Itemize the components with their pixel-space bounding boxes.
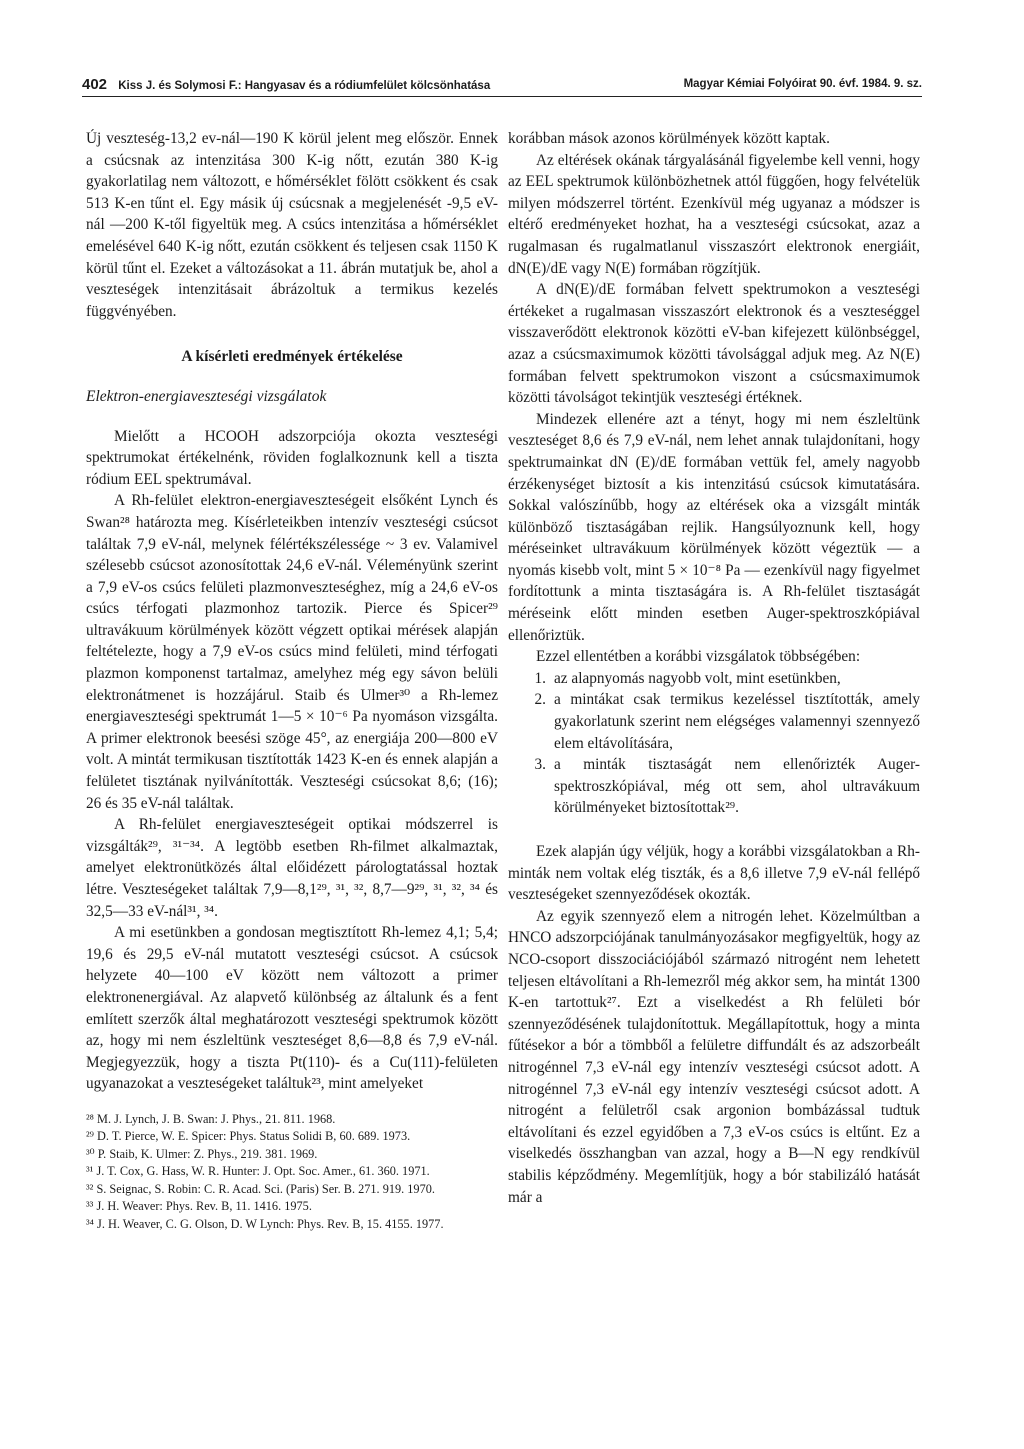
right-paragraph-5: Ezzel ellentétben a korábbi vizsgálatok többségében: [536,648,861,666]
right-running-head: Magyar Kémiai Folyóirat 90. évf. 1984. 9. sz. [683,78,922,90]
list-item [508,754,920,819]
footnote-28: ²⁸ M. J. Lynch, J. B. Swan: J. Phys., 21. 811. 1968. [86,1111,336,1126]
right-paragraph-1: korábban mások azonos körülmények között kaptak. [508,130,830,147]
right-column [508,128,920,1208]
right-paragraph-7: Az egyik szennyező elem a nitrogén lehet. Közelmúltban a HNCO adszorpciójának tanulmányozásakor megfigyeltük, hogy az NCO-csoport disszociációjából származó nitrogént nem lehetett teljesen eltávolítani a Rh-lemezről még akkor sem, ha mintát 1300 K-en tartottuk²⁷. Ezt a viselkedést a Rh felületi bór szennyeződésének tulajdonítottuk. Megállapítottuk, hogy a minta fűtésekor a bór a tömbből a felületre diffundált és az adszorbeált nitrogénnel 7,3 eV-nál egy intenzív veszteségi csúcsot adott. A nitrogénnel 7,3 eV-nál egy intenzív veszteségi csúcsot adott. A nitrogént a felületről csak argonion bombázással tudtuk eltávolítani és ezzel egyidőben a 7,3 eV-os csúcs is eltűnt. Ez a viselkedés összhangban van azzal, hogy a B—N egy rendkívül stabilis képződmény. Megemlítjük, hogy a bór stabilizáló hatását már a [508,907,920,1206]
left-running-head: Kiss J. és Solymosi F.: Hangyasav és a ródiumfelület kölcsönhatása [118,80,491,92]
list-text: a minták tisztaságát nem ellenőrizték Auger-spektroszkópiával, még ott sem, ahol ultravákuum körülményeket biztosítottak²⁹. [554,756,920,817]
list-number: 3. [534,756,546,774]
footnote-32: ³² S. Seignac, S. Robin: C. R. Acad. Sci. (Paris) Ser. B. 271. 919. 1970. [86,1181,435,1196]
running-header [82,66,922,94]
footnote-31: ³¹ J. T. Cox, G. Hass, W. R. Hunter: J. Opt. Soc. Amer., 61. 360. 1971. [86,1164,430,1179]
left-paragraph-2: A Rh-felület elektron-energiaveszteségeit elsőként Lynch és Swan²⁸ határozta meg. Kísérleteikben intenzív veszteségi csúcsot találtak 7,9 eV-nál, melynek félértékszélessége ~ 3 ev. Valamivel szélesebb csúcsot azonosítottak 24,6 eV-nál. Véleményünk szerint a 7,9 eV-os csúcs felületi plazmonveszteséghez, míg a 24,6 eV-os csúcs térfogati plazmonhoz tartozik. Pierce és Spicer²⁹ ultravákuum körülmények között végzett optikai mérések alapján feltételezte, hogy a 7,9 eV-os csúcs mind felületi, mind térfogati plazmon komponenst tartalmaz, amelyhez még egy sávon belüli elektronátmenet is hozzájárul. Staib és Ulmer³⁰ a Rh-lemez energiaveszteségi spektrumát 1—5 × 10⁻⁶ Pa nyomáson vizsgálta. A primer elektronok beesési szöge 45°, az energiája 200—800 eV volt. A mintát termikusan tisztították 1423 K-en és ennek alapján a felületet tisztának nyilvánították. Veszteségi csúcsokat 8,6; (16); 26 és 35 eV-nál találtak. [86,492,498,812]
header-left [82,76,490,93]
footnote-29: ²⁹ D. T. Pierce, W. E. Spicer: Phys. Status Solidi B, 60. 689. 1973. [86,1129,411,1144]
intro-paragraph: Új veszteség-13,2 ev-nál—190 K körül jelent meg először. Ennek a csúcsnak az intenzitása 300 K-ig nőtt, ezután 380 K-ig gyakorlatilag nem változott, e hőmérséklet fölött csökkent és csak 513 K-en tűnt el. Egy másik új csúcsnak a megjelenését -9,5 eV-nál —200 K-től figyeltük meg. A csúcs intenzitása a hőmérséklet emelésével 640 K-ig nőtt, ezután csökkent és teljesen csak 1150 K körül tűnt el. Ezeket a változásokat a 11. ábrán mutatjuk be, ahol a veszteségek intenzitásait ábrázoltuk a termikus kezelés függvényében. [86,130,498,320]
spacer [508,819,920,841]
section-title: A kísérleti eredmények értékelése [181,348,403,366]
footnote-33: ³³ J. H. Weaver: Phys. Rev. B, 11. 1416. 1975. [86,1199,312,1214]
subsection-title: Elektron-energiaveszteségi vizsgálatok [86,387,327,405]
list-number: 2. [534,691,546,709]
numbered-list [508,668,920,819]
footnote-30: ³⁰ P. Staib, K. Ulmer: Z. Phys., 219. 381. 1969. [86,1146,318,1161]
footnote-34: ³⁴ J. H. Weaver, C. G. Olson, D. W Lynch: Phys. Rev. B, 15. 4155. 1977. [86,1216,444,1231]
list-item [508,689,920,754]
left-paragraph-3: A Rh-felület energiaveszteségeit optikai módszerrel is vizsgálták²⁹, ³¹⁻³⁴. A legtöbb esetben Rh-filmet alkalmaztak, amelyet elektronütközés által előidézett párologtatással hoztak létre. Veszteségeket találtak 7,9—8,1²⁹, ³¹, ³², 8,7—9²⁹, ³¹, ³², ³⁴ és 32,5—33 eV-nál³¹, ³⁴. [86,816,498,920]
left-paragraph-4: A mi esetünkben a gondosan megtisztított Rh-lemez 4,1; 5,4; 19,6 és 29,5 eV-nál mutatott veszteségi csúcsot. A csúcsok helyzete 40—100 eV között nem változott a primer elektronenergiával. Az alapvető különbség az általunk és a fent említett szerzők által meghatározott veszteségi spektrumok között az, hogy mi nem észleltünk veszteséget 8,6—8,8 és 7,9 eV-nál. Megjegyezzük, hogy a tiszta Pt(110)- és a Cu(111)-felületen ugyanazokat a veszteségeket találtuk²³, mint amelyeket [86,924,498,1093]
list-text: az alapnyomás nagyobb volt, mint esetünkben, [554,669,841,687]
list-item [508,668,920,690]
right-paragraph-3: A dN(E)/dE formában felvett spektrumokon a veszteségi értékeket a rugalmasan visszaszórt elektronok és a veszteséggel visszaverődött elektronok közötti eV-ban kifejezett különbséggel, azaz a csúcsmaximumok közötti távolsággal adjuk meg. Az N(E) formában felvett spektrumokon viszont a csúcsmaximumok közötti távolságot tekintjük veszteségi értéknek. [508,281,920,407]
list-number: 1. [534,669,546,687]
page-number: 402 [82,76,108,93]
left-paragraph-1: Mielőtt a HCOOH adszorpciója okozta veszteségi spektrumokat értékelnénk, röviden foglalkoznunk kell a tiszta ródium EEL spektrumával. [86,427,498,488]
footnotes [86,1111,498,1234]
right-paragraph-4: Mindezek ellenére azt a tényt, hogy mi nem észleltünk veszteséget 8,6 és 7,9 eV-nál, nem lehet annak tulajdonítani, hogy spektrumainkat dN (E)/dE formában vettük fel, amely nagyobb érzékenységet biztosít a kis intenzitású csúcsok kimutatására. Sokkal valószínűbb, hogy az eltérések oka a vizsgált minták különböző tisztaságában rejlik. Hangsúlyoznunk kell, hogy méréseinket ultravákuum körülmények között végeztük — a nyomás kisebb volt, mint 5 × 10⁻⁸ Pa — ezenkívül nagy figyelmet fordítottunk a minta tisztaságára is. A Rh-felület tisztaságát méréseink előtt minden esetben Auger-spektroszkópiával ellenőriztük. [508,410,920,644]
right-paragraph-2: Az eltérések okának tárgyalásánál figyelembe kell venni, hogy az EEL spektrumok különbözhetnek attól függően, hogy felvételük milyen módszerrel történt. Ezenkívül még ugyanaz a módszer is eltérő eredményeket hozhat, ha a veszteségi csúcsokat, azaz a rugalmasan és rugalmatlanul visszaszórt elektronok energiáit, dN(E)/dE vagy N(E) formában rögzítjük. [508,151,920,277]
list-text: a mintákat csak termikus kezeléssel tisztították, amely gyakorlatunk szerint nem elégséges valamennyi szennyező elem eltávolítására, [554,691,920,752]
right-paragraph-6: Ezek alapján úgy véljük, hogy a korábbi vizsgálatokban a Rh-minták nem voltak elég tiszták, és a 8,6 illetve 7,9 eV-nál fellépő veszteségeket szennyeződések okozták. [508,843,920,904]
header-rule [82,96,922,97]
left-column [86,128,498,1233]
